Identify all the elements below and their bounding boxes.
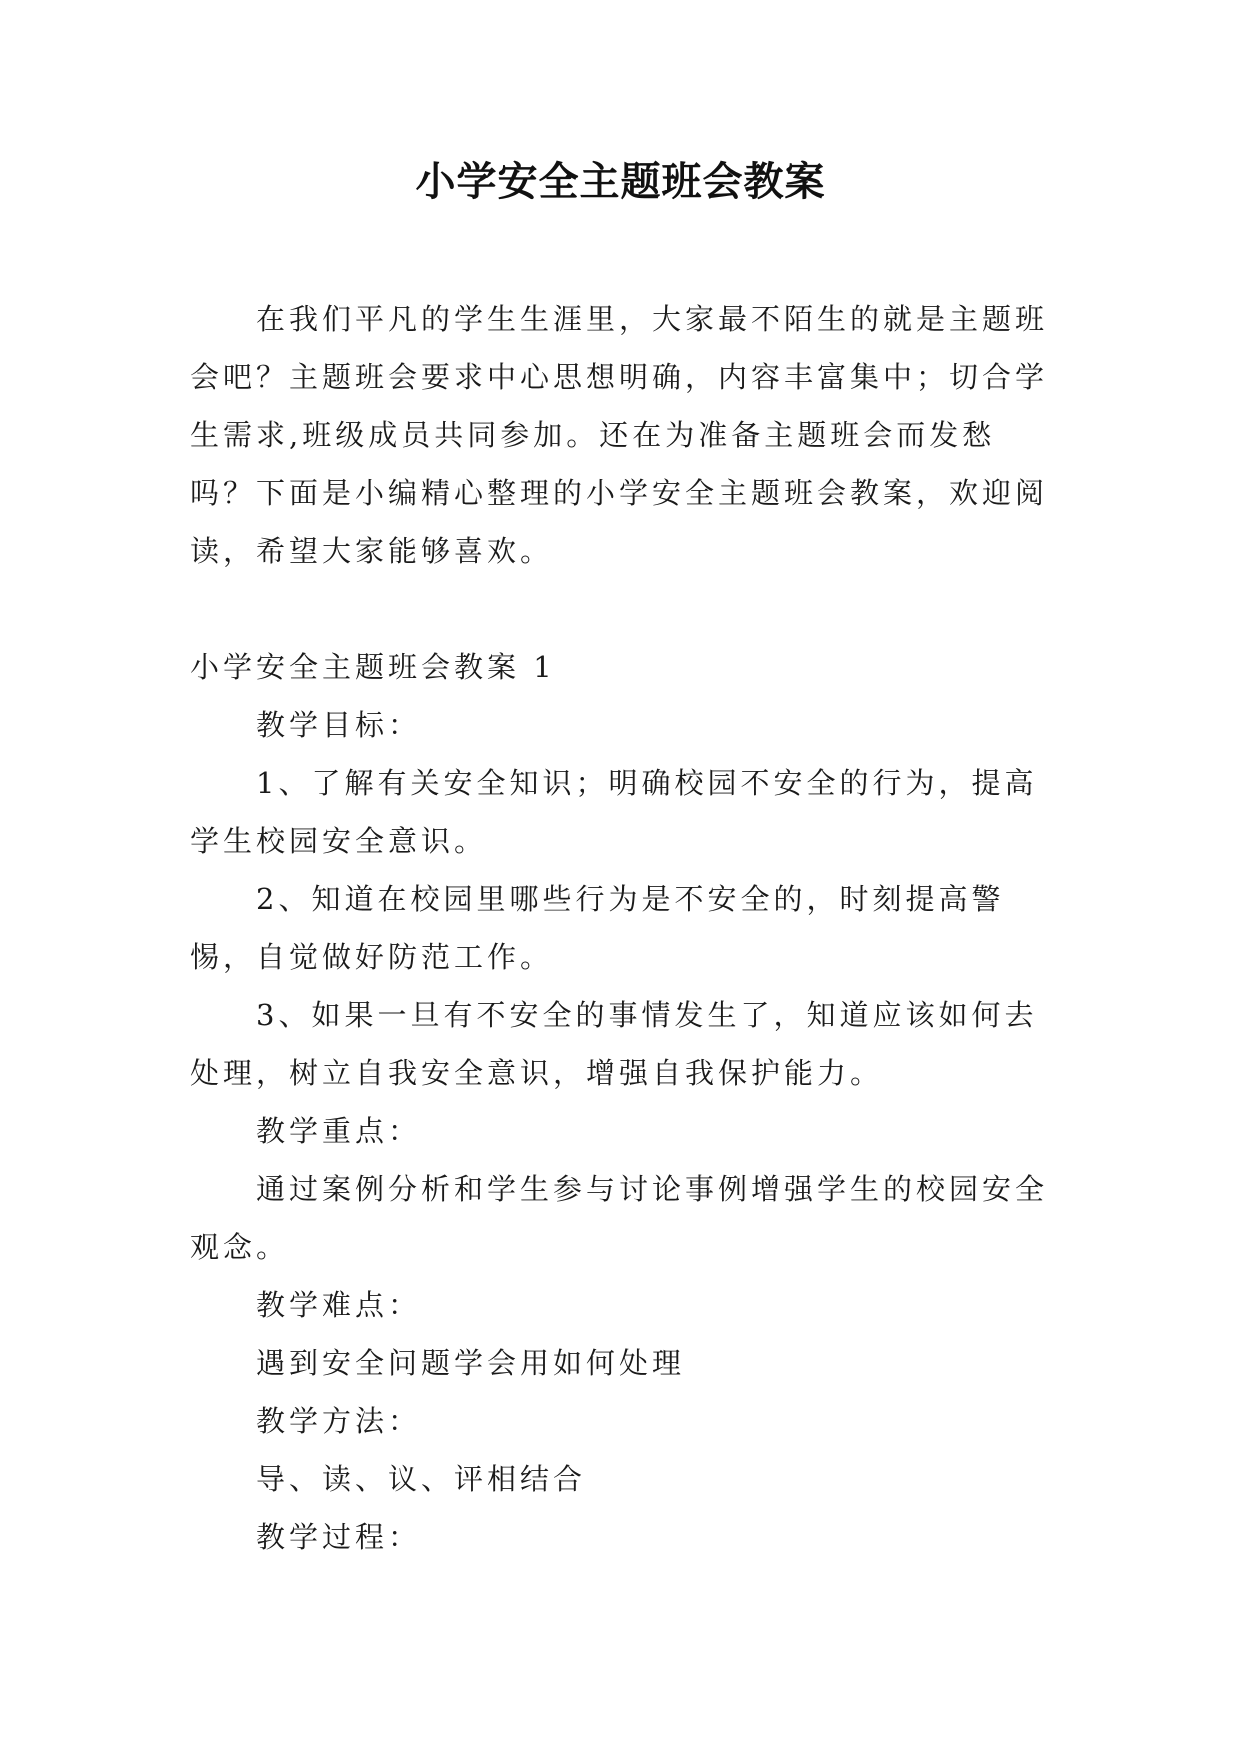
section-heading: 小学安全主题班会教案 1 bbox=[190, 650, 556, 684]
document-body bbox=[190, 290, 1050, 1566]
key-points-text: 通过案例分析和学生参与讨论事例增强学生的校园安全观念。 bbox=[190, 1172, 1049, 1264]
key-points-label: 教学重点： bbox=[256, 1114, 422, 1148]
goal-item-2: 2、知道在校园里哪些行为是不安全的，时刻提高警惕，自觉做好防范工作。 bbox=[190, 882, 1005, 974]
method-label: 教学方法： bbox=[256, 1404, 422, 1438]
goals-label: 教学目标： bbox=[256, 708, 422, 742]
process-label: 教学过程： bbox=[256, 1520, 422, 1554]
method-text: 导、读、议、评相结合 bbox=[256, 1462, 587, 1496]
intro-paragraph: 在我们平凡的学生生涯里，大家最不陌生的就是主题班会吧？主题班会要求中心思想明确，内容丰富集中；切合学生需求,班级成员共同参加。还在为准备主题班会而发愁吗？下面是小编精心整理的小学安全主题班会教案，欢迎阅读，希望大家能够喜欢。 bbox=[190, 302, 1049, 568]
document-title: 小学安全主题班会教案 bbox=[415, 159, 826, 205]
difficulty-text: 遇到安全问题学会用如何处理 bbox=[256, 1346, 686, 1380]
goal-item-3: 3、如果一旦有不安全的事情发生了，知道应该如何去处理，树立自我安全意识，增强自我保护能力。 bbox=[190, 998, 1038, 1090]
difficulty-label: 教学难点： bbox=[256, 1288, 422, 1322]
goal-item-1: 1、了解有关安全知识；明确校园不安全的行为，提高学生校园安全意识。 bbox=[190, 766, 1038, 858]
